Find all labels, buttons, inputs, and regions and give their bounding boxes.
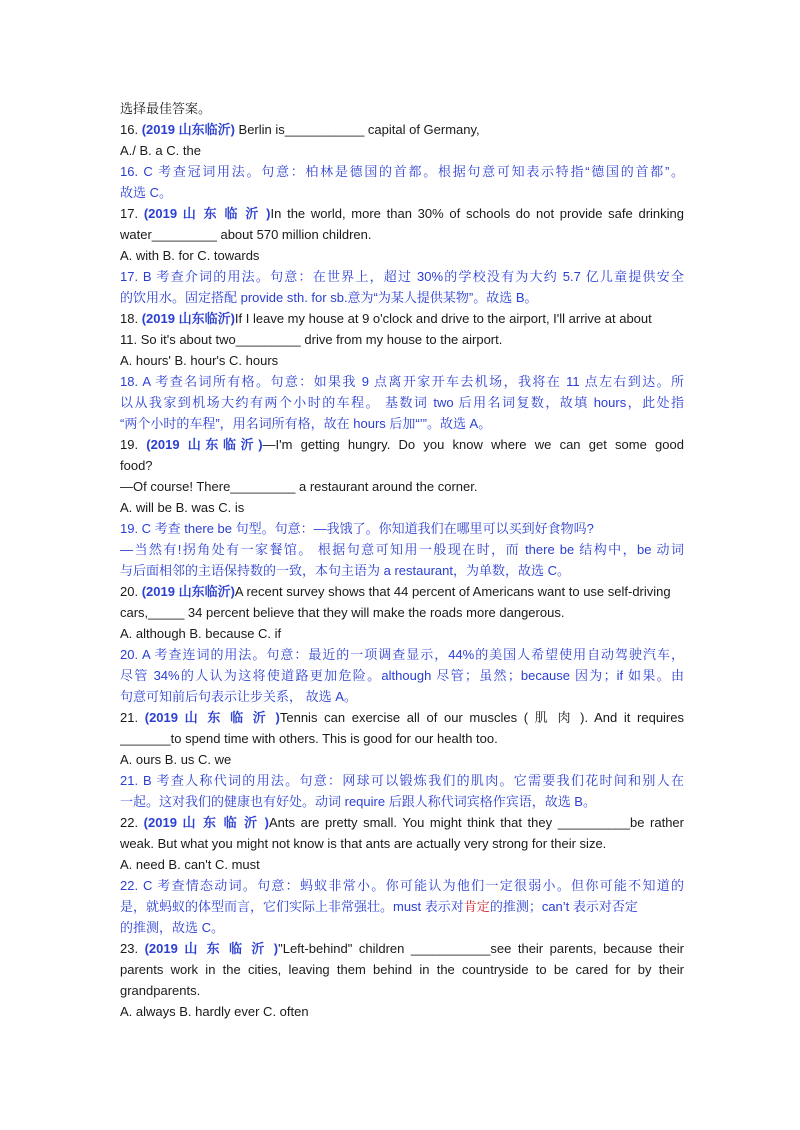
question-20-cont: cars,_____ 34 percent believe that they will make the roads more dangerous. [120,605,565,620]
question-19-dialogue: —Of course! There_________ a restaurant around the corner. [120,479,478,494]
question-18-options: A. hours' B. hour's C. hours [120,353,279,368]
question-source: (2019 山东临沂) [141,122,235,137]
question-text: Tennis can exercise all of our muscles ( 肌 肉 ). And it requires [279,710,684,725]
question-23-cont: parents work in the cities, leaving them behind in the countryside to be cared for by their [120,962,684,977]
question-source: (2019 山 东 临 沂 ) [143,206,271,221]
question-text: In the world, more than 30% of schools do not provide safe drinking [270,206,684,221]
question-number: 21. [120,710,139,725]
answer-18-explanation: 18. A 考查名词所有格。句意：如果我 9 点离开家开车去机场，我将在 11 点左右到达。所 [120,374,684,389]
question-text: If I leave my house at 9 o'clock and drive to the airport, I'll arrive at about [234,311,652,326]
question-23-cont-end: grandparents. [120,983,201,998]
question-17-options: A. with B. for C. towards [120,248,260,263]
answer-21-explanation: 21. B 考查人称代词的用法。句意：网球可以锻炼我们的肌肉。它需要我们花时间和别人在 [120,773,684,788]
answer-17-explanation: 17. B 考查介词的用法。句意：在世界上，超过 30%的学校没有为大约 5.7 亿儿童提供安全 [120,269,684,284]
question-16-options: A./ B. a C. the [120,143,201,158]
question-number: 22. [120,815,139,830]
question-source: (2019 山 东 临 沂 ) [144,710,280,725]
question-21-cont: _______to spend time with others. This is good for our health too. [120,731,498,746]
question-21 [120,707,684,728]
answer-22-explanation-end: 的推测，故选 C。 [120,920,225,935]
question-source: (2019 山 东 临 沂 ) [144,941,279,956]
question-20 [120,581,684,602]
explanation-text: 是，就蚂蚁的体型而言，它们实际上非常强壮。must 表示对 [120,899,464,914]
answer-19-explanation-end: 与后面相邻的主语保持数的一致，本句主语为 a restaurant，为单数，故选 C。 [120,563,570,578]
answer-20-explanation-end: 句意可知前后句表示让步关系， 故选 A。 [120,689,357,704]
question-19 [120,434,684,455]
question-22-cont: weak. But what you might not know is that ants are actually very strong for their size. [120,836,607,851]
question-21-options: A. ours B. us C. we [120,752,232,767]
answer-22-explanation: 22. C 考查情态动词。句意：蚂蚁非常小。你可能认为他们一定很弱小。但你可能不知道的 [120,878,684,893]
answer-16-explanation-cont: 故选 C。 [120,185,173,200]
question-18 [120,308,684,329]
question-number: 16. [120,122,139,137]
answer-20-explanation-cont: 尽管 34%的人认为这将使道路更加危险。although 尽管；虽然；because 因为；if 如果。由 [120,668,684,683]
question-text: "Left-behind" children ___________see their parents, because their [278,941,684,956]
answer-18-explanation-end: “两个小时的车程”，用名词所有格，故在 hours 后加“’”。故选 A。 [120,416,492,431]
answer-17-explanation-cont: 的饮用水。固定搭配 provide sth. for sb.意为“为某人提供某物”。故选 B。 [120,290,538,305]
question-22-options: A. need B. can't C. must [120,857,260,872]
question-source: (2019 山东临沂) [141,311,235,326]
document-page [120,98,684,1022]
question-text: Berlin is___________ capital of Germany, [238,122,480,137]
highlighted-word: 肯定 [463,899,490,914]
question-number: 17. [120,206,139,221]
question-18-cont: 11. So it's about two_________ drive from my house to the airport. [120,332,503,347]
question-19-cont: food? [120,458,153,473]
section-heading: 选择最佳答案。 [120,101,212,116]
answer-19-explanation-cont: —当然有!拐角处有一家餐馆。 根据句意可知用一般现在时，而 there be 结构中，be 动词 [120,542,684,557]
explanation-text: 的推测；can’t 表示对否定 [489,899,638,914]
question-number: 23. [120,941,139,956]
question-23-options: A. always B. hardly ever C. often [120,1004,309,1019]
question-20-options: A. although B. because C. if [120,626,282,641]
answer-16-explanation: 16. C 考查冠词用法。句意：柏林是德国的首都。根据句意可知表示特指“德国的首都”。 [120,164,684,179]
question-19-options: A. will be B. was C. is [120,500,245,515]
question-number: 20. [120,584,139,599]
question-17 [120,203,684,224]
question-text: Ants are pretty small. You might think that they __________be rather [269,815,684,830]
question-22 [120,812,684,833]
question-source: (2019 山 东 临 沂 ) [143,815,270,830]
question-source: (2019 山东临沂) [146,437,263,452]
question-number: 18. [120,311,139,326]
answer-20-explanation: 20. A 考查连词的用法。句意：最近的一项调查显示，44%的美国人希望使用自动驾驶汽车， [120,647,684,662]
question-text: —I'm getting hungry. Do you know where we can get some good [262,437,684,452]
question-source: (2019 山东临沂) [141,584,235,599]
question-number: 19. [120,437,139,452]
question-text: A recent survey shows that 44 percent of Americans want to use self-driving [234,584,671,599]
answer-22-explanation-cont [120,896,684,917]
answer-21-explanation-cont: 一起。这对我们的健康也有好处。动词 require 后跟人称代词宾格作宾语，故选 B。 [120,794,596,809]
answer-19-explanation: 19. C 考查 there be 句型。句意：—我饿了。你知道我们在哪里可以买到好食物吗? [120,521,594,536]
question-23 [120,938,684,959]
answer-18-explanation-cont: 以从我家到机场大约有两个小时的车程。 基数词 two 后用名词复数，故填 hours，此处指 [120,395,684,410]
question-16 [120,119,684,140]
question-17-cont: water_________ about 570 million children. [120,227,372,242]
